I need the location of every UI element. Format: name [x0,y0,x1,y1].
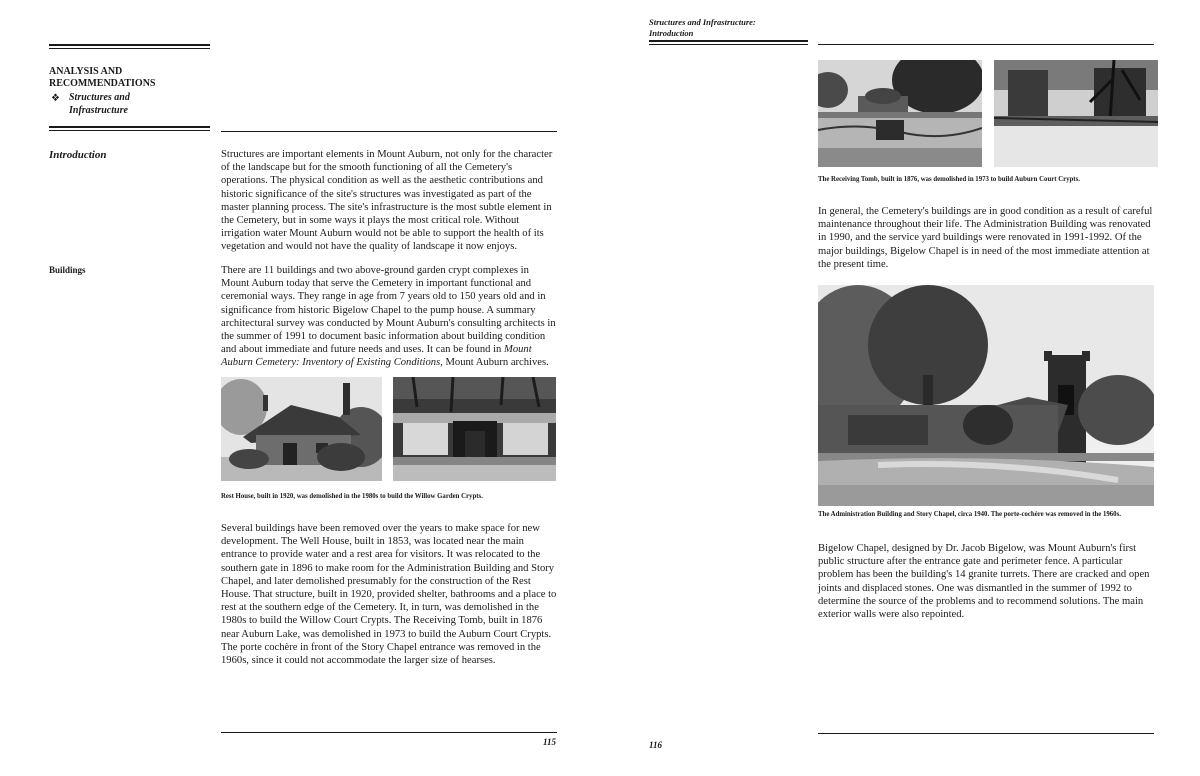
removed-buildings-text: Several buildings have been removed over the years to make space for new development. The Well House, built in 1853, was located near the main entrance to provide water and a rest area for visitors. It was relocated to the southern gate in 1896 to make room for the Administration Building and Story Chapel, and later demolished presumably for the construction of the Rest House. That structure, built in 1920, provided shelter, bathrooms and a place to rest at the southern edge of the Cemetery. It, in turn, was demolished in the 1980s to build the Willow Court Crypts. The Receiving Tomb, built in 1876 near Auburn Lake, was demolished in 1973 to build the Auburn Court Crypts. The porte cochère in front of the Story Chapel entrance was removed in the 1960s, since it could not accommodate the larger size of hearses. [221,523,557,667]
running-head-line1: Structures and Infrastructure: [649,17,756,27]
page-number-115: 115 [543,737,557,747]
right-content-top-rule [818,44,1154,45]
running-head [649,17,756,39]
footer-rule-left [221,732,557,733]
receiving-tomb-caption: The Receiving Tomb, built in 1876, was demolished in 1973 to build Auburn Court Crypts. [818,176,1080,183]
running-head-line2: Introduction [649,28,694,38]
administration-building-photo [818,285,1154,506]
rest-house-photo [221,377,382,481]
introduction-label: Introduction [49,149,107,161]
receiving-tomb-photo-1 [818,60,982,167]
content-top-rule [221,131,557,132]
bigelow-chapel-text: Bigelow Chapel, designed by Dr. Jacob Bigelow, was Mount Auburn's first public structure after the entrance gate and perimeter fence. A particular problem has been the building's 14 granite turrets. There are cracked and open joints and displaced stones. One was dismantled in the summer of 1992 to determine the source of the problems and to recommend solutions. The main exterior walls were also repointed. [818,543,1150,621]
rest-house-caption: Rest House, built in 1920, was demolished in the 1980s to build the Willow Garden Crypts. [221,493,483,500]
willow-garden-photo [393,377,556,481]
bullet-icon: ❖ [51,93,60,104]
footer-rule-right [818,733,1154,734]
condition-text: In general, the Cemetery's buildings are in good condition as a result of careful maintenance throughout their life. The Administration Building was renovated in 1990, and the service yard buildings were renovated in 1991-1992. Of the major buildings, Bigelow Chapel is in need of the most immediate attention at the present time. [818,206,1153,270]
administration-caption: The Administration Building and Story Chapel, circa 1940. The porte-cochère was removed in the 1960s. [818,511,1121,518]
subsection-line2: Infrastructure [69,104,128,116]
buildings-text-main: There are 11 buildings and two above-ground garden crypt complexes in Mount Auburn today that serve the Cemetery in important functional and ceremonial ways. They range in age from 7 years old to 150 years old and in significance from historic Bigelow Chapel to the pump house. A summary architectural survey was conducted by Mount Auburn's consulting architects in the summer of 1991 to document basic information about building condition and about immediate and future needs and uses. It can be found in [221,265,556,356]
introduction-text: Structures are important elements in Mount Auburn, not only for the character of the landscape but for the smooth functioning of all the Cemetery's operations. The physical condition as well as the aesthetic contributions and historic significance of the site's structures was investigated as part of the master planning process. The site's infrastructure is the most subtle element in the Cemetery, but in some ways it plays the most critical role. Without irrigation water Mount Auburn would not be able to support the health of its vegetation and would not have the quality of landscape it now enjoys. [221,149,553,253]
section-heading-line1: ANALYSIS AND [49,66,123,77]
buildings-text-end: Mount Auburn archives. [442,357,549,369]
receiving-tomb-photo-2 [994,60,1158,167]
page-number-116: 116 [649,740,663,750]
sidebar-top-rule-thin [49,48,210,49]
buildings-label: Buildings [49,265,86,275]
subsection-heading [69,92,130,117]
buildings-text [221,264,559,370]
subsection-line1: Structures and [69,92,130,103]
section-heading [49,66,155,90]
sidebar-top-rule [49,44,210,46]
sidebar-bottom-rule-thin [49,130,210,131]
inventory-title: Mount Auburn Cemetery: Inventory of Existing Conditions, [221,344,532,369]
sidebar-bottom-rule [49,126,210,128]
running-head-rule [649,40,808,42]
running-head-rule-thin [649,44,808,45]
section-heading-line2: RECOMMENDATIONS [49,78,156,89]
